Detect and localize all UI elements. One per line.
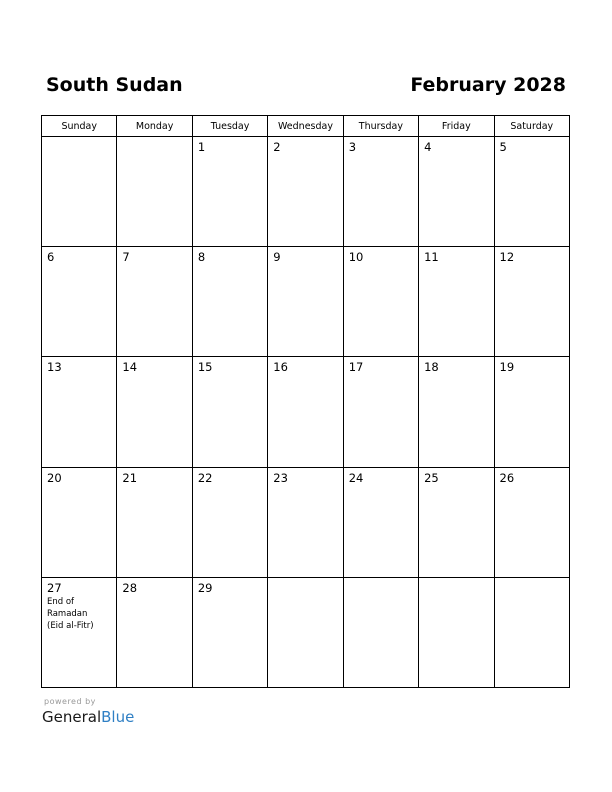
day-number: 1 (197, 140, 206, 154)
day-cell (42, 137, 117, 247)
day-cell (117, 577, 192, 687)
day-number (268, 578, 342, 582)
day-number: 22 (197, 470, 213, 485)
weekday-thursday: Thursday (343, 116, 418, 137)
calendar-grid (41, 115, 570, 688)
day-cell (494, 577, 569, 687)
day-number: 14 (122, 360, 138, 375)
holiday-label: End of Ramadan (Eid al-Fitr) (47, 596, 94, 631)
generalblue-logo[interactable] (42, 708, 134, 726)
weekday-tuesday: Tuesday (192, 116, 267, 137)
day-cell (192, 357, 267, 467)
day-cell (419, 577, 494, 687)
day-cell (419, 247, 494, 357)
day-number: 25 (424, 470, 439, 485)
day-cell (419, 137, 494, 247)
day-number: 10 (348, 250, 364, 265)
country-title: South Sudan (46, 74, 183, 96)
day-cell (117, 247, 192, 357)
day-cell (494, 137, 569, 247)
day-number: 5 (499, 140, 507, 154)
day-number (344, 578, 418, 582)
day-number: 9 (273, 250, 281, 265)
day-cell (42, 357, 117, 467)
powered-by-text: powered by (44, 697, 96, 706)
weekday-friday: Friday (419, 116, 494, 137)
day-cell (343, 467, 418, 577)
calendar-header (46, 72, 566, 98)
week-row-2 (42, 247, 570, 357)
day-cell (117, 467, 192, 577)
day-cell (42, 247, 117, 357)
weekday-monday: Monday (117, 116, 192, 137)
week-row-3 (42, 357, 570, 467)
day-number: 29 (197, 580, 213, 595)
day-number: 20 (47, 470, 62, 485)
day-number: 13 (47, 360, 62, 375)
day-cell (268, 137, 343, 247)
day-cell (117, 357, 192, 467)
day-number: 8 (197, 250, 206, 265)
day-cell (494, 357, 569, 467)
day-cell (419, 467, 494, 577)
month-title: February 2028 (410, 74, 566, 96)
logo-text-blue: Blue (101, 708, 135, 726)
day-cell (268, 467, 343, 577)
day-cell (494, 467, 569, 577)
week-row-5 (42, 577, 570, 687)
day-cell (419, 357, 494, 467)
logo-text-general: General (42, 708, 102, 726)
day-number: 15 (197, 360, 213, 375)
weekday-saturday: Saturday (494, 116, 569, 137)
day-number: 27 (47, 580, 62, 595)
day-cell (268, 247, 343, 357)
week-row-1 (42, 137, 570, 247)
day-cell (343, 137, 418, 247)
day-number (495, 578, 569, 582)
day-number: 7 (122, 250, 130, 265)
day-number: 12 (499, 250, 515, 265)
day-cell (192, 577, 267, 687)
day-cell (268, 357, 343, 467)
day-number: 24 (348, 470, 364, 485)
day-cell (42, 577, 117, 687)
day-cell (192, 137, 267, 247)
day-number (419, 578, 493, 582)
weekday-sunday: Sunday (42, 116, 117, 137)
weekday-wednesday: Wednesday (268, 116, 343, 137)
day-cell (42, 467, 117, 577)
day-number (42, 137, 116, 141)
day-number: 28 (122, 580, 138, 595)
day-cell (192, 467, 267, 577)
day-cell (343, 247, 418, 357)
day-cell (494, 247, 569, 357)
weekday-header-row (42, 116, 570, 137)
day-number: 21 (122, 470, 138, 485)
day-number (117, 137, 191, 141)
day-cell (117, 137, 192, 247)
day-number: 4 (424, 140, 432, 154)
day-number: 2 (273, 140, 281, 154)
day-cell (192, 247, 267, 357)
day-number: 11 (424, 250, 439, 265)
day-number: 26 (499, 470, 515, 485)
day-number: 6 (47, 250, 55, 265)
day-number: 23 (273, 470, 288, 485)
day-number: 3 (348, 140, 357, 154)
week-row-4 (42, 467, 570, 577)
day-number: 17 (348, 360, 364, 375)
day-cell (343, 357, 418, 467)
day-number: 19 (499, 360, 515, 375)
day-number: 16 (273, 360, 288, 375)
day-cell (343, 577, 418, 687)
day-cell (268, 577, 343, 687)
day-number: 18 (424, 360, 439, 375)
